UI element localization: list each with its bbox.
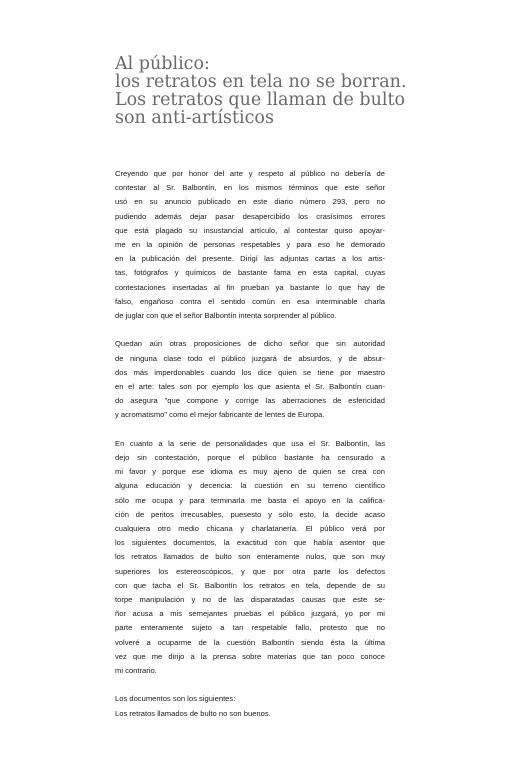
text-line: volveré a ocuparme de la cuestión Balbontín siendo ésta la última xyxy=(115,637,385,647)
text-line: y acromatismo" como el mejor fabricante de lentes de Europa. xyxy=(115,410,325,420)
paragraph-1 xyxy=(115,167,385,323)
text-line: alguna educación y decencia: la cuestión en su terreno científico xyxy=(115,481,385,491)
text-line: de juglar con que el señor Balbontín intenta sorprender al público. xyxy=(115,311,337,321)
article-body xyxy=(115,167,385,721)
text-line: Creyendo que por honor del arte y respeto al público no debería de xyxy=(115,169,385,178)
text-line: sólo me ocupa y para terminarla me basta el apoyo en la califica- xyxy=(115,495,385,505)
closing-line: Los documentos son los siguientes: xyxy=(115,694,236,704)
text-line: de ninguna clase todo el público juzgará de absurdos, y de absur- xyxy=(115,353,385,363)
text-line: dejo sin contestación, porque el público bastante ha censurado a xyxy=(115,453,385,463)
text-line: usó en su anuncio publicado en este diario número 293, pero no xyxy=(115,197,385,207)
title-line: los retratos en tela no se borran. xyxy=(115,72,407,92)
text-line: los siguientes documentos, la exactitud con que había asentor que xyxy=(115,538,385,548)
text-line: torpe manipulación y no de las disparatadas causas que este se- xyxy=(115,595,385,605)
text-line: En cuanto a la serie de personalidades que usa el Sr. Balbontín, las xyxy=(115,438,385,448)
text-line: contestaciones insertadas al fin prueban ya bastante lo que hay de xyxy=(115,282,385,292)
closing-line: Los retratos llamados de bulto no son buenos. xyxy=(115,708,271,718)
text-line: en el arte: tales son por ejemplo los que asienta el Sr. Balbontín cuan- xyxy=(115,382,385,392)
text-line: pudiendo además dejar pasar desapercibido los crasísimos errores xyxy=(115,211,385,221)
text-line: do asegura "que compone y corrige las aberraciones de esfericidad xyxy=(115,396,385,406)
closing-block xyxy=(115,692,385,720)
text-line: parte enteramente sujeto a tan respetable fallo, protesto que no xyxy=(115,623,385,633)
paragraph-2 xyxy=(115,337,385,422)
paragraph-3 xyxy=(115,437,385,678)
text-line: en la publicación del presente. Dirigí las adjuntas cartas a los artis- xyxy=(115,254,385,264)
article-title xyxy=(115,55,415,127)
text-line: cualquiera otro medio chicana y charlatanería. El público verá por xyxy=(115,524,385,534)
title-line: son anti-artísticos xyxy=(115,108,274,128)
text-line: ñor acusa a mis semejantes pruebas el público juzgará, yo por mi xyxy=(115,609,385,619)
text-line: superiores los estereoscópicos, y que por otra parte los defectos xyxy=(115,566,385,576)
text-line: que está plagado su insustancial artículo, al contestar quiso apoyar- xyxy=(115,225,385,235)
text-line: vez que me dirijo a la prensa sobre materias que tan poco conoce xyxy=(115,651,385,661)
text-line: con que tacha el Sr. Balbontín los retratos en tela, depende de su xyxy=(115,580,385,590)
text-line: dos más imperdonables cuando los dice quien se tiene por maestro xyxy=(115,367,385,377)
text-line: tas, fotógrafos y químicos de bastante fama en esta capital, cuyas xyxy=(115,268,385,278)
title-line: Al público: xyxy=(115,54,210,74)
text-line: Quedan aún otras proposiciones de dicho señor que sin autoridad xyxy=(115,339,385,349)
title-line: Los retratos que llaman de bulto xyxy=(115,90,406,110)
text-line: mi contrario. xyxy=(115,666,157,676)
text-line: contestar al Sr. Balbontín, en los mismos términos que este señor xyxy=(115,183,385,193)
text-line: mi favor y porque ese idioma es muy ajeno de quien se crea con xyxy=(115,467,385,477)
text-line: los retratos llamados de bulto son enteramente nulos, que son muy xyxy=(115,552,385,562)
text-line: falso, engañoso contra el sentido común en esa interminable charla xyxy=(115,296,385,306)
text-line: ción de peritos irrecusables, puesesto y sólo esto, la decide acaso xyxy=(115,509,385,519)
text-line: me en la opinión de personas respetables y para eso he demorado xyxy=(115,240,385,250)
